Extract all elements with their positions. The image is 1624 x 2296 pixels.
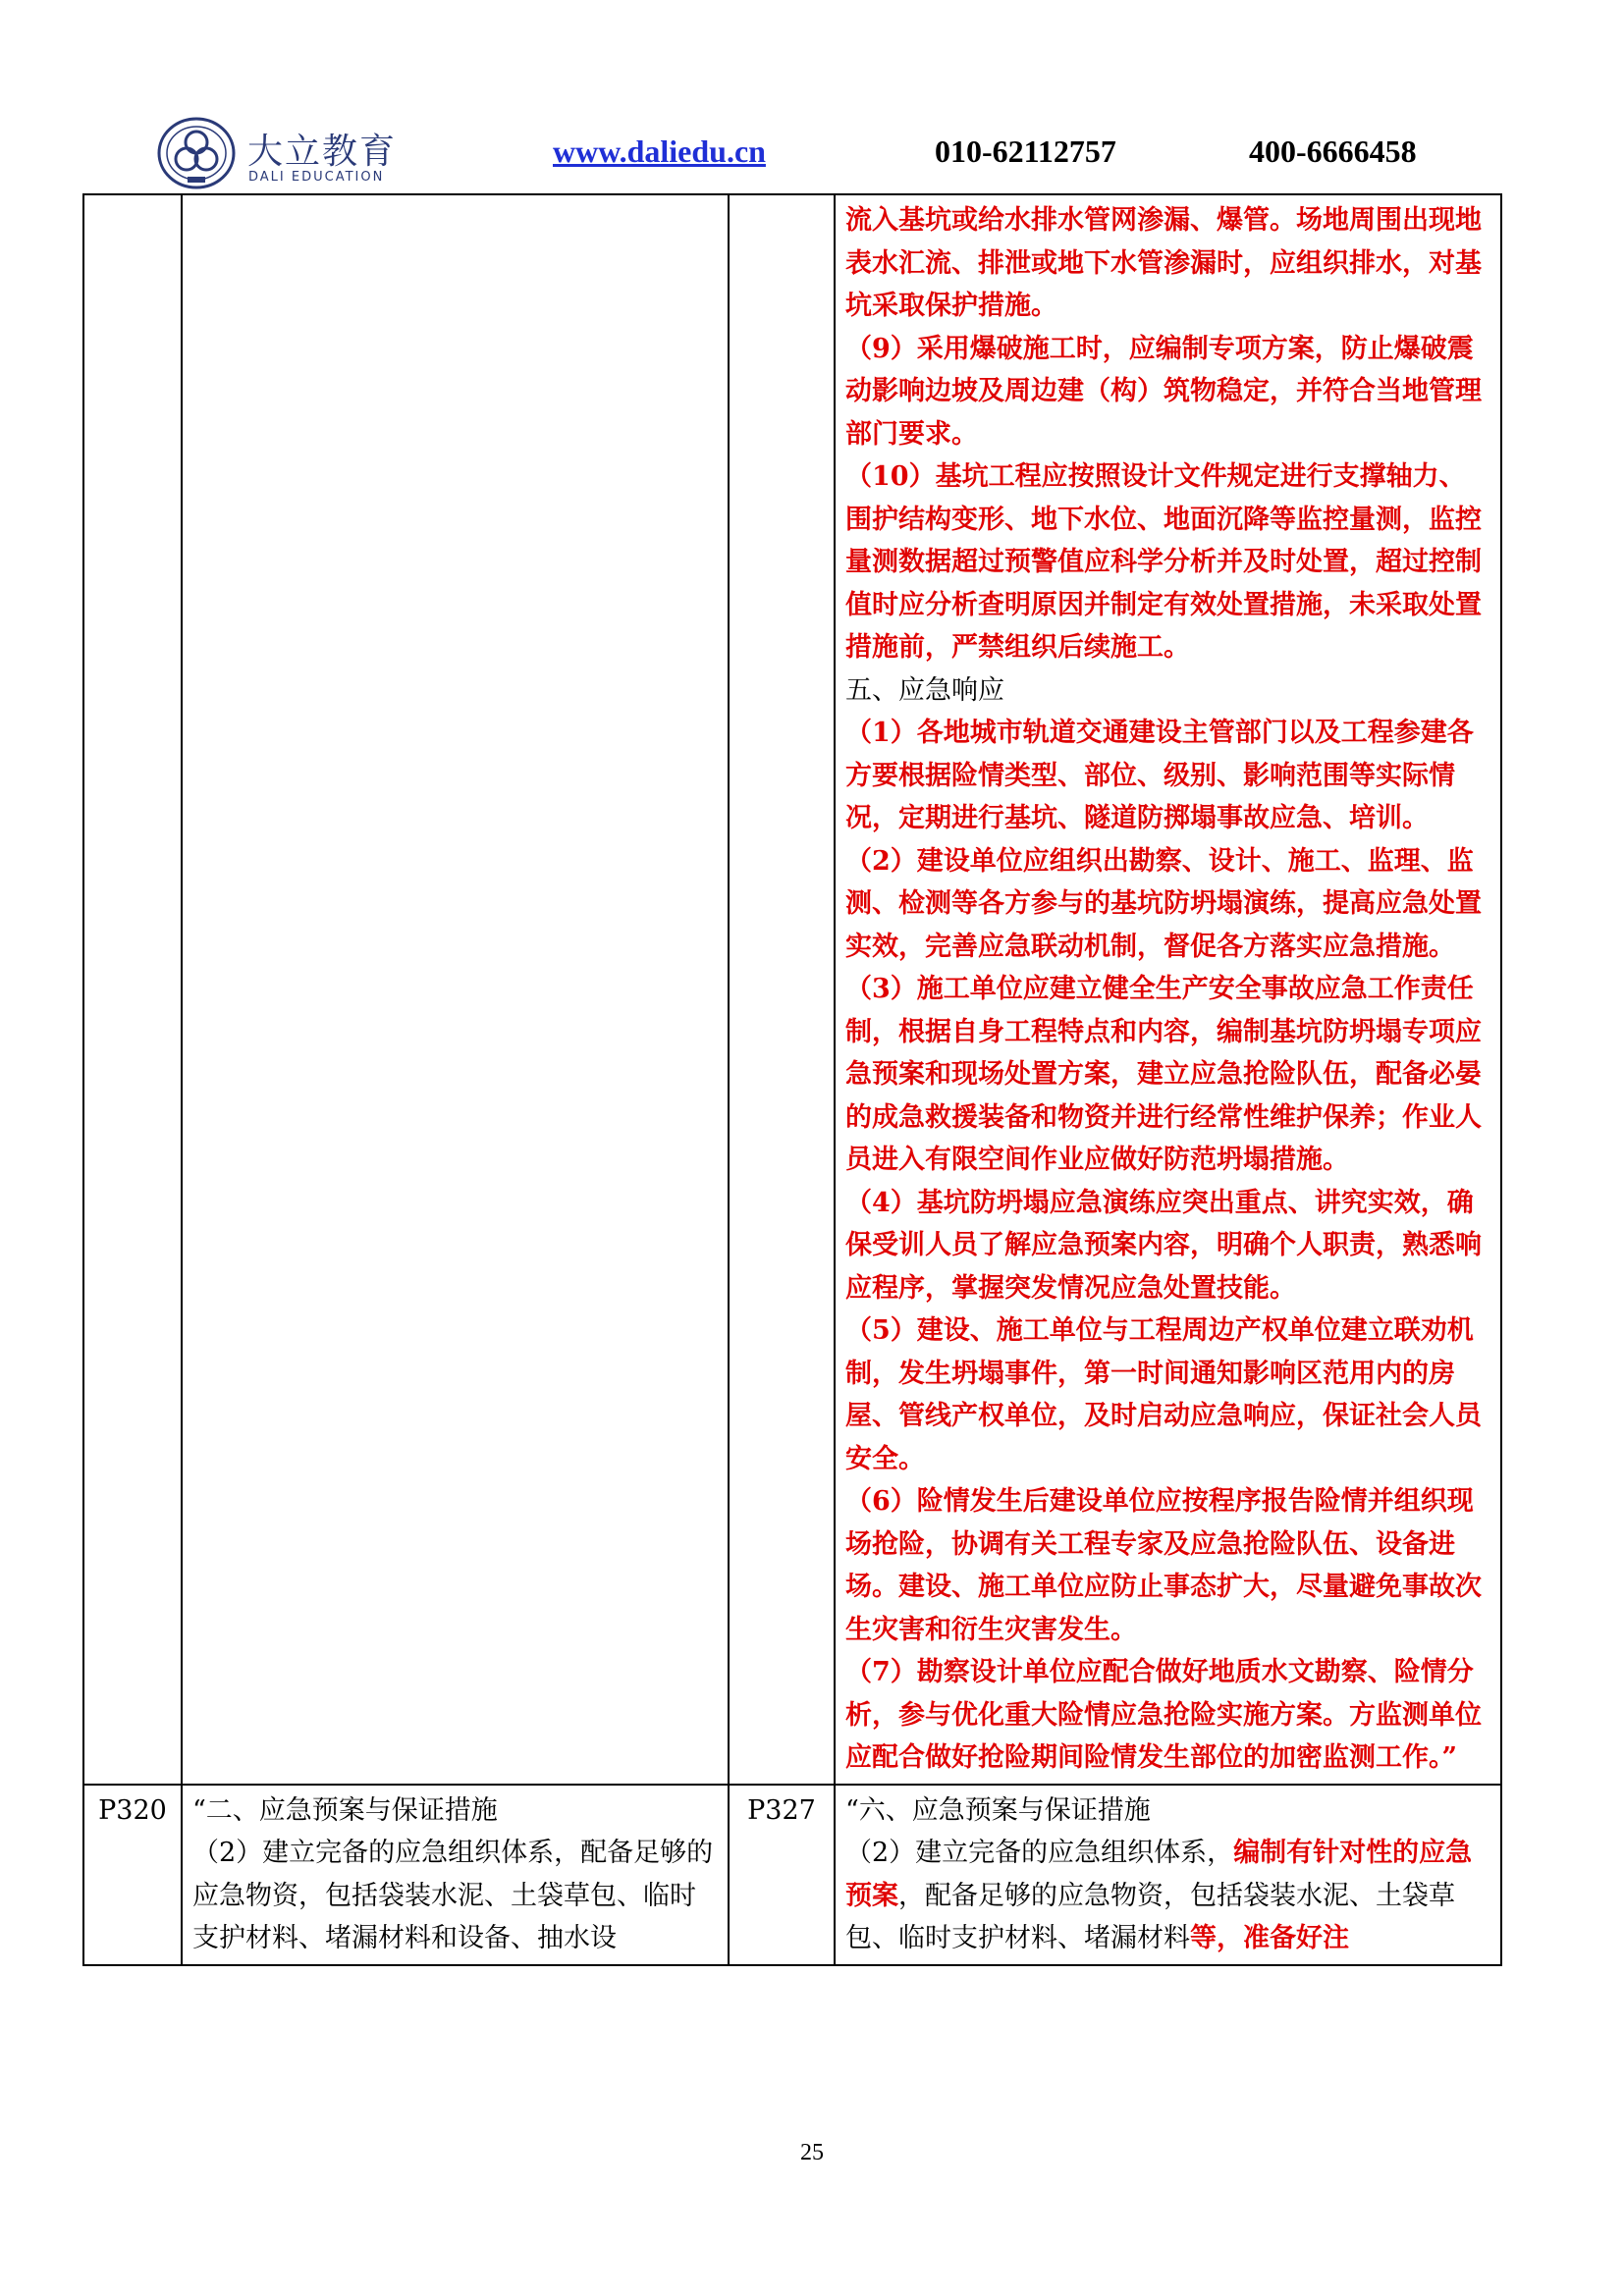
phone-number-1: 010-62112757 xyxy=(935,133,1116,169)
paragraph xyxy=(845,1832,1490,1960)
website-link[interactable]: www.daliedu.cn xyxy=(553,133,766,169)
paragraph: （6）险情发生后建设单位应按程序报告险情并组织现场抢险，协调有关工程专家及应急抢险队伍、设备进场。建设、施工单位应防止事态扩大，尽量避免事故次生灾害和衍生灾害发生。 xyxy=(845,1486,1482,1645)
text-span: ，配备足够的应急物资，包括袋装水泥、土袋草包、临时支护材料、堵漏材料 xyxy=(845,1880,1455,1953)
page-number: 25 xyxy=(800,2140,824,2165)
right-page-cell xyxy=(729,194,835,1785)
left-page-number: P320 xyxy=(83,1785,182,1965)
brand-name-english: DALI EDUCATION xyxy=(248,170,385,185)
brand-name: 大立教育 xyxy=(247,132,398,172)
comparison-table xyxy=(82,193,1502,1966)
paragraph: （2）建立完备的应急组织体系，配备足够的应急物资，包括袋装水泥、土袋草包、临时支护材料、堵漏材料和设备、抽水设 xyxy=(192,1838,714,1953)
paragraph: （1）各地城市轨道交通建设主管部门以及工程参建各方要根据险情类型、部位、级别、影响范围等实际情况，定期进行基坑、隧道防掷塌事故应急、培训。 xyxy=(845,718,1474,833)
paragraph: （3）施工单位应建立健全生产安全事故应急工作责任制，根据自身工程特点和内容，编制基坑防坍塌专项应急预案和现场处置方案，建立应急抢险队伍，配备必晏的成急救援装备和物资并进行经常性维护保养；作业人员进入有限空间作业应做好防范坍塌措施。 xyxy=(845,974,1482,1175)
page-header xyxy=(152,116,1468,194)
right-page-number: P327 xyxy=(729,1785,835,1965)
left-text-cell xyxy=(182,1785,729,1965)
table-row xyxy=(83,1785,1501,1965)
paragraph: （4）基坑防坍塌应急演练应突出重点、讲究实效，确保受训人员了解应急预案内容，明确个人职责，熟悉响应程序，掌握突发情况应急处置技能。 xyxy=(845,1187,1482,1304)
paragraph: （5）建设、施工单位与工程周边产权单位建立联劝机制，发生坍塌事件，第一时间通知影响区范用内的房屋、管线产权单位，及时启动应急响应，保证社会人员安全。 xyxy=(845,1315,1482,1474)
paragraph: （9）采用爆破施工时，应编制专项方案，防止爆破震动影响边坡及周边建（构）筑物稳定，并符合当地管理部门要求。 xyxy=(845,333,1482,450)
left-text-cell xyxy=(182,194,729,1785)
paragraph-title: “二、应急预案与保证措施 xyxy=(192,1794,498,1826)
paragraph: （7）勘察设计单位应配合做好地质水文勘察、险情分析，参与优化重大险情应急抢险实施方案。方监测单位应配合做好抢险期间险情发生部位的加密监测工作。” xyxy=(845,1657,1482,1773)
paragraph: （10）基坑工程应按照设计文件规定进行支撑轴力、围护结构变形、地下水位、地面沉降等监控量测，监控量测数据超过预警值应科学分析并及时处置，超过控制值时应分析查明原因并制定有效处置措施，未采取处置措施前，严禁组织后续施工。 xyxy=(845,461,1482,663)
right-text-cell xyxy=(835,194,1501,1785)
left-page-cell xyxy=(83,194,182,1785)
paragraph: 流入基坑或给水排水管网渗漏、爆管。场地周围出现地表水汇流、排泄或地下水管渗漏时，应组织排水，对基坑采取保护措施。 xyxy=(845,205,1482,321)
phone-number-2: 400-6666458 xyxy=(1249,133,1417,169)
dali-logo-icon xyxy=(156,116,237,190)
text-span: （2）建立完备的应急组织体系， xyxy=(845,1838,1234,1868)
paragraph-title: “六、应急预案与保证措施 xyxy=(845,1794,1151,1826)
paragraph: （2）建设单位应组织出勘察、设计、施工、监理、监测、检测等各方参与的基坑防坍塌演练，提高应急处置实效，完善应急联动机制，督促各方落实应急措施。 xyxy=(845,845,1482,962)
highlighted-text: 编制有针对性的应急预案 xyxy=(845,1838,1473,1911)
highlighted-text: 等，准备好注 xyxy=(1190,1923,1349,1953)
right-text-cell xyxy=(835,1785,1501,1965)
table-row xyxy=(83,194,1501,1785)
section-heading: 五、应急响应 xyxy=(845,674,1004,706)
